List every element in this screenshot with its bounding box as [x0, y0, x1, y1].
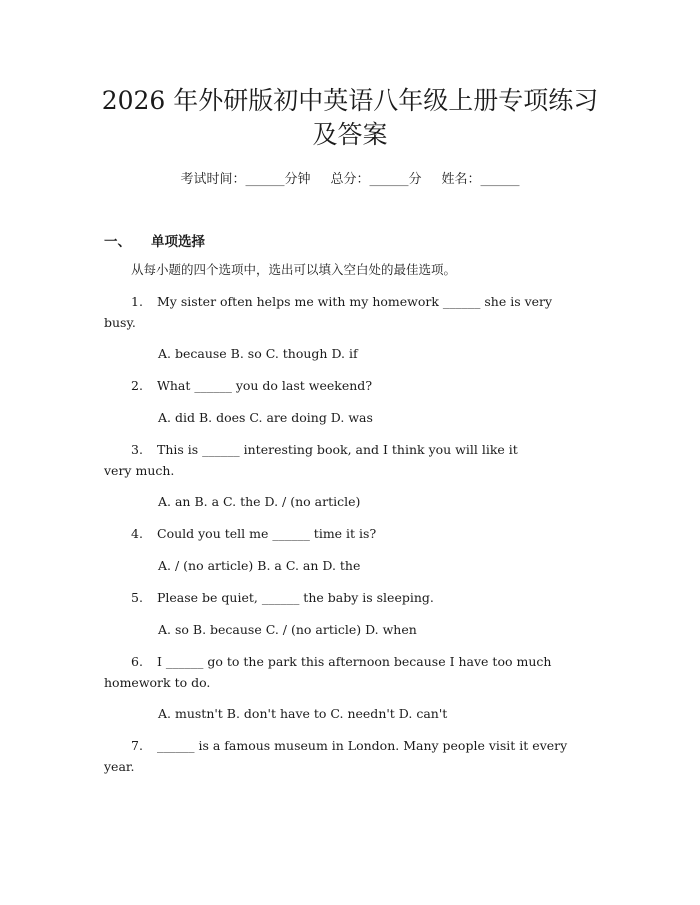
question-text: What ______ you do last weekend? [157, 378, 373, 393]
section-heading [104, 230, 205, 250]
question-text: This is ______ interesting book, and I think you will like it [157, 442, 518, 457]
question-1-options: A. because B. so C. though D. if [158, 346, 358, 361]
question-2 [131, 378, 372, 394]
exam-meta [0, 168, 700, 187]
question-1-continuation: busy. [104, 315, 136, 330]
total-score-field: 总分：______分 [330, 172, 422, 187]
question-text: ______ is a famous museum in London. Many people visit it every [157, 738, 568, 753]
question-number: 2. [131, 378, 143, 393]
section-title: 单项选择 [151, 234, 205, 250]
question-3 [131, 442, 518, 458]
question-7-continuation: year. [104, 759, 135, 774]
question-number: 5. [131, 590, 143, 605]
question-7 [131, 738, 567, 754]
question-number: 3. [131, 442, 143, 457]
question-number: 6. [131, 654, 143, 669]
question-1 [131, 294, 552, 310]
question-5-options: A. so B. because C. / (no article) D. when [158, 622, 417, 637]
section-instruction: 从每小题的四个选项中，选出可以填入空白处的最佳选项。 [131, 262, 457, 277]
question-text: Could you tell me ______ time it is? [157, 526, 377, 541]
question-5 [131, 590, 434, 606]
question-number: 1. [131, 294, 143, 309]
question-3-continuation: very much. [104, 463, 175, 478]
question-6 [131, 654, 551, 670]
question-number: 7. [131, 738, 143, 753]
question-text: Please be quiet, ______ the baby is sleeping. [157, 590, 434, 605]
question-2-options: A. did B. does C. are doing D. was [158, 410, 373, 425]
question-number: 4. [131, 526, 143, 541]
page-title-line-1: 2026 年外研版初中英语八年级上册专项练习 [101, 86, 599, 115]
question-6-continuation: homework to do. [104, 675, 211, 690]
exam-time-field: 考试时间：______分钟 [180, 172, 311, 187]
section-number: 一、 [104, 234, 131, 250]
question-text: I ______ go to the park this afternoon because I have too much [157, 654, 552, 669]
question-4 [131, 526, 376, 542]
page-title-line-2: 及答案 [312, 120, 388, 149]
question-6-options: A. mustn't B. don't have to C. needn't D. can't [158, 706, 448, 721]
question-3-options: A. an B. a C. the D. / (no article) [158, 494, 361, 509]
question-text: My sister often helps me with my homework ______ she is very [157, 294, 553, 309]
student-name-field: 姓名：______ [441, 172, 520, 187]
question-4-options: A. / (no article) B. a C. an D. the [158, 558, 361, 573]
